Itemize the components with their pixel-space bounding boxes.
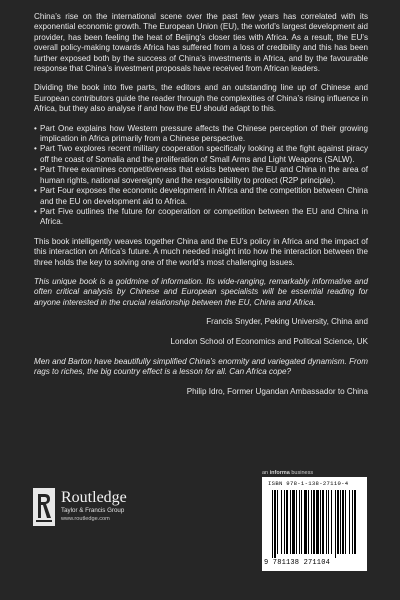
quote-text: This unique book is a goldmine of information. Its wide-ranging, remarkably informative and often critical analysis by Chinese and European specialists will be essential reading for anyone interested in the crucial relationship between the EU, China and Africa. [34, 276, 368, 307]
barcode-bar [342, 490, 344, 554]
barcode-bar [272, 490, 273, 558]
barcode-bar [308, 490, 309, 554]
ean-number: 9 781138 271104 [264, 559, 331, 567]
quote-attribution: London School of Economics and Political Science, UK [170, 336, 368, 346]
publisher-name: Routledge [61, 489, 127, 506]
barcode-bar [277, 490, 278, 554]
barcode-bar [352, 490, 353, 554]
barcode-bar [284, 490, 285, 554]
quote-attribution: Francis Snyder, Peking University, China and [206, 317, 368, 327]
list-item: • Part Five outlines the future for cooperation or competition between the EU and China in Africa. [34, 207, 368, 228]
barcode [262, 477, 367, 571]
barcode-bar [337, 490, 339, 554]
barcode-bar [316, 490, 319, 554]
endorsement-quote [34, 357, 368, 397]
barcode-bar [292, 490, 295, 554]
barcode-bar [286, 490, 288, 554]
quote-attribution: Philip Idro, Former Ugandan Ambassador to China [186, 386, 368, 396]
list-item: • Part Four exposes the economic development in Africa and the competition between China and the EU on development aid to Africa. [34, 186, 368, 207]
informa-brand: informa [269, 470, 290, 476]
publisher-logo [33, 488, 183, 530]
intro-paragraph-2: Dividing the book into five parts, the editors and an outstanding line up of Chinese and European contributors guide the reader through the complexities of China’s rising influence in Africa, but they also analyse if and how the EU should adapt to this. [34, 83, 368, 114]
barcode-bar [274, 490, 276, 558]
barcode-bar [340, 490, 341, 554]
intro-paragraph-1: China’s rise on the international scene over the past few years has correlated with its exponential economic growth. The European Union (EU), the world’s largest development aid provider, has been feeling the heat of Beijing’s closer ties with Africa. As a result, the EU’s overall policy-making towards Africa has suffered from a loss of credibility and this has been further exposed both by the success of China’s investments in Africa, and by the favourable response that China’s investment proposals have received from African leaders. [34, 12, 368, 74]
informa-prefix: an [262, 470, 270, 476]
barcode-bar [320, 490, 321, 554]
barcode-bars-icon [272, 490, 358, 558]
informa-business-label [262, 470, 313, 476]
barcode-bar [290, 490, 291, 554]
barcode-bar [349, 490, 350, 554]
barcode-bar [296, 490, 297, 554]
parts-list [34, 124, 368, 228]
barcode-bar [304, 490, 307, 554]
publisher-group: Taylor & Francis Group [61, 507, 125, 514]
barcode-bar [326, 490, 327, 554]
isbn-label: ISBN 978-1-138-27110-4 [268, 480, 349, 487]
list-item: • Part Three examines competitiveness that exists between the EU and China in the area of human rights, national sovereignty and the responsibility to protect (R2P principle). [34, 165, 368, 186]
publisher-website: www.routledge.com [61, 516, 110, 522]
barcode-bar [322, 490, 324, 554]
barcode-bar [335, 490, 336, 558]
quote-text: Men and Barton have beautifully simplified China’s enormity and variegated dynamism. From rags to riches, the big country effect is a lesson for all. Can Africa cope? [34, 356, 368, 377]
endorsement-quote [34, 277, 368, 347]
barcode-bar [354, 490, 356, 554]
barcode-bar [331, 490, 332, 554]
barcode-bar [328, 490, 329, 554]
informa-suffix: business [289, 470, 314, 476]
barcode-bar [345, 490, 346, 554]
list-item: • Part One explains how Western pressure affects the Chinese perception of their growing implication in Africa primarily from a Chinese perspective. [34, 124, 368, 145]
barcode-bar [313, 490, 315, 554]
barcode-bar [299, 490, 300, 554]
barcode-bar [311, 490, 312, 554]
list-item: • Part Two explores recent military cooperation specifically looking at the fight against piracy off the coast of Somalia and the proliferation of Small Arms and Light Weapons (SALW). [34, 144, 368, 165]
barcode-bar [281, 490, 282, 554]
routledge-logo-icon [33, 488, 55, 526]
back-cover-text [34, 12, 368, 407]
closing-paragraph: This book intelligently weaves together China and the EU’s policy in Africa and the impact of this interaction on Africa’s future. A much needed insight into how the interaction between the three holds the key to solving one of the world’s most challenging issues. [34, 236, 368, 267]
barcode-bar [301, 490, 302, 554]
